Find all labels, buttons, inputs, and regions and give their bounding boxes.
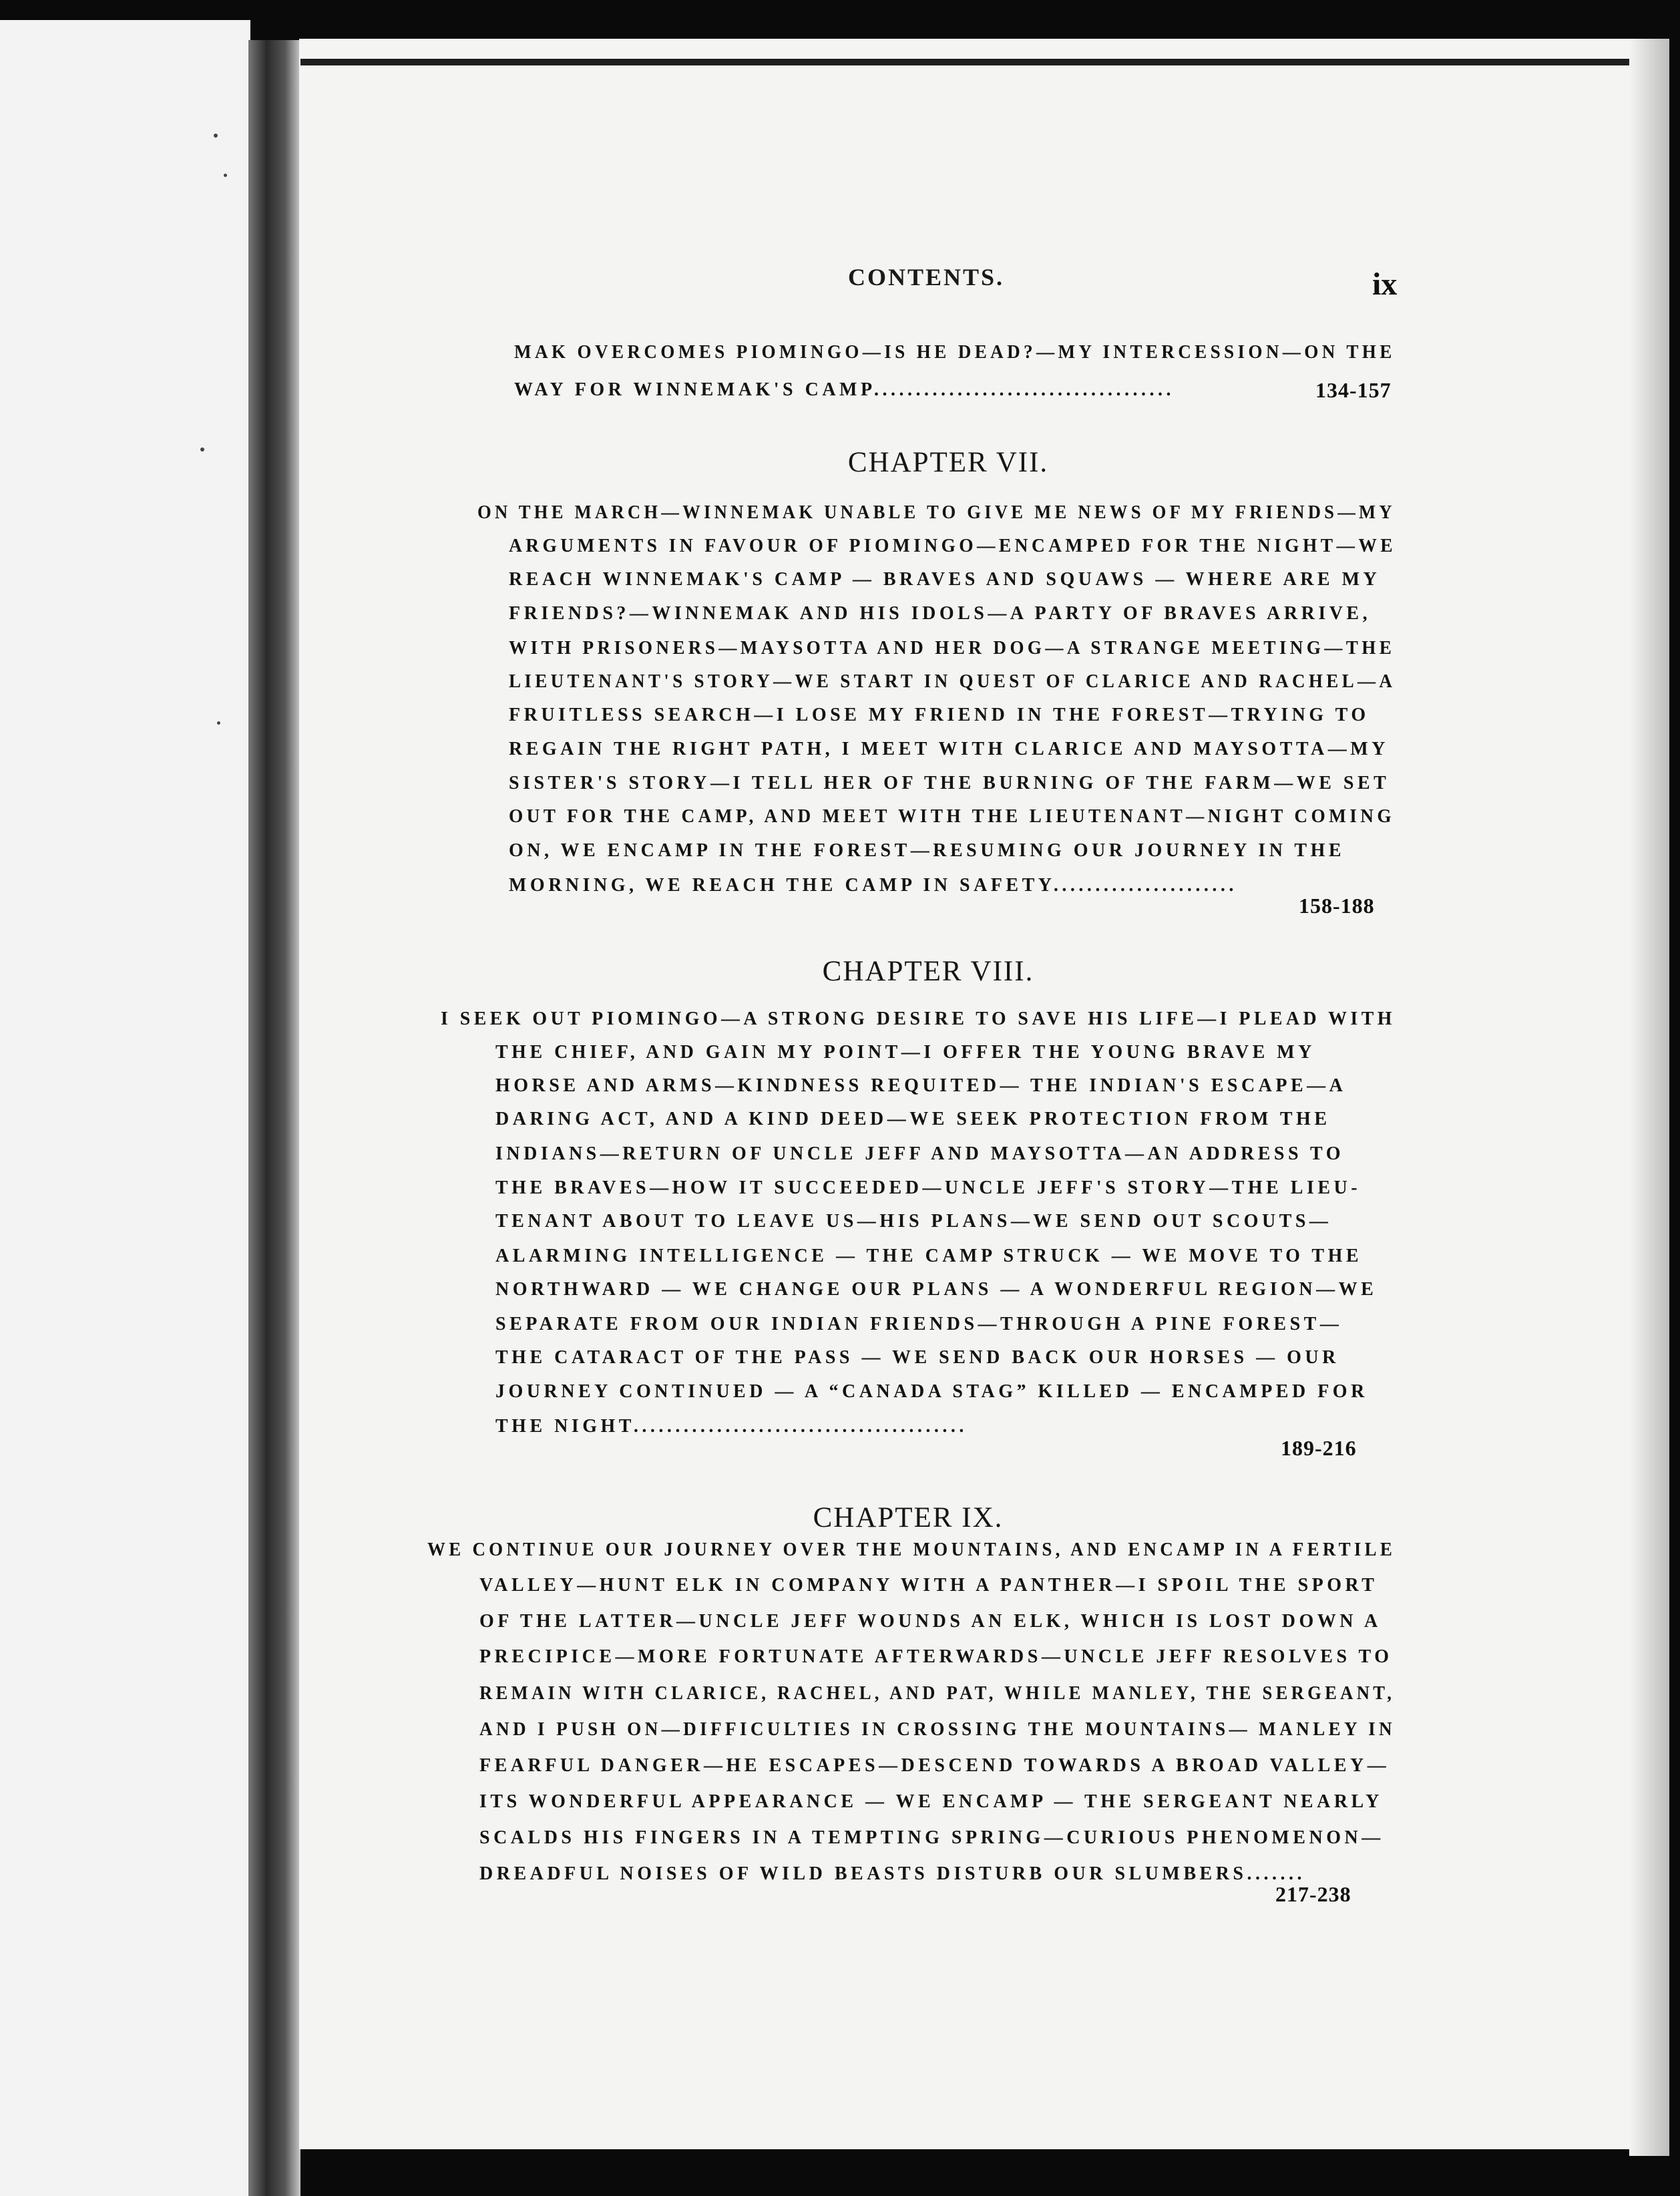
toc-line: THE CATARACT OF THE PASS — WE SEND BACK OUR HORSES — OUR [495,1347,1339,1368]
toc-line: OF THE LATTER—UNCLE JEFF WOUNDS AN ELK, WHICH IS LOST DOWN A [479,1611,1382,1632]
chapter-heading: CHAPTER VII. [847,447,1049,478]
running-header: CONTENTS. [848,264,1005,291]
toc-line: ARGUMENTS IN FAVOUR OF PIOMINGO—ENCAMPED FOR THE NIGHT—WE [509,536,1397,556]
toc-line: AND I PUSH ON—DIFFICULTIES IN CROSSING THE MOUNTAINS— MANLEY IN [479,1719,1396,1740]
chapter-heading: CHAPTER IX. [813,1502,1004,1533]
toc-line: THE NIGHT........................................ [495,1416,968,1437]
page-range: 217-238 [1275,1882,1351,1906]
toc-line: FRUITLESS SEARCH—I LOSE MY FRIEND IN THE FOREST—TRYING TO [509,705,1370,725]
toc-line: TENANT ABOUT TO LEAVE US—HIS PLANS—WE SEND OUT SCOUTS— [495,1211,1332,1232]
paper-speck [214,134,218,138]
book-gutter [248,40,300,2196]
toc-line: MORNING, WE REACH THE CAMP IN SAFETY...................... [509,875,1237,896]
page-number: ix [1372,266,1398,302]
toc-line: LIEUTENANT'S STORY—WE START IN QUEST OF CLARICE AND RACHEL—A [509,671,1396,692]
paper-speck [217,721,220,725]
toc-line: HORSE AND ARMS—KINDNESS REQUITED— THE INDIAN'S ESCAPE—A [495,1075,1347,1096]
toc-line: THE BRAVES—HOW IT SUCCEEDED—UNCLE JEFF'S STORY—THE LIEU- [495,1177,1361,1198]
page-range: 189-216 [1281,1436,1357,1460]
toc-line: REMAIN WITH CLARICE, RACHEL, AND PAT, WHILE MANLEY, THE SERGEANT, [479,1683,1396,1704]
toc-line: FRIENDS?—WINNEMAK AND HIS IDOLS—A PARTY OF BRAVES ARRIVE, [509,603,1372,624]
toc-line: ITS WONDERFUL APPEARANCE — WE ENCAMP — THE SERGEANT NEARLY [479,1791,1383,1812]
toc-line: DREADFUL NOISES OF WILD BEASTS DISTURB OUR SLUMBERS....... [479,1863,1305,1884]
page-range: 158-188 [1299,894,1375,918]
toc-line: THE CHIEF, AND GAIN MY POINT—I OFFER THE YOUNG BRAVE MY [495,1042,1315,1063]
toc-line: DARING ACT, AND A KIND DEED—WE SEEK PROTECTION FROM THE [495,1109,1331,1129]
toc-line: SISTER'S STORY—I TELL HER OF THE BURNING OF THE FARM—WE SET [509,773,1390,793]
toc-line: SEPARATE FROM OUR INDIAN FRIENDS—THROUGH A PINE FOREST— [495,1314,1343,1334]
facing-page-blank [0,20,250,2196]
page-edge-shadow [1629,39,1669,2156]
toc-line: I SEEK OUT PIOMINGO—A STRONG DESIRE TO SAVE HIS LIFE—I PLEAD WITH [441,1009,1396,1029]
toc-line: WE CONTINUE OUR JOURNEY OVER THE MOUNTAINS, AND ENCAMP IN A FERTILE [427,1539,1396,1560]
toc-line: PRECIPICE—MORE FORTUNATE AFTERWARDS—UNCLE JEFF RESOLVES TO [479,1646,1393,1667]
paper-speck [200,447,204,451]
toc-line: OUT FOR THE CAMP, AND MEET WITH THE LIEUTENANT—NIGHT COMING [509,806,1396,827]
toc-line: REACH WINNEMAK'S CAMP — BRAVES AND SQUAWS — WHERE ARE MY [509,569,1381,590]
toc-line: ON, WE ENCAMP IN THE FOREST—RESUMING OUR JOURNEY IN THE [509,840,1345,861]
toc-line: JOURNEY CONTINUED — A “CANADA STAG” KILLED — ENCAMPED FOR [495,1381,1368,1402]
toc-line: SCALDS HIS FINGERS IN A TEMPTING SPRING—CURIOUS PHENOMENON— [479,1827,1384,1848]
chapter-heading: CHAPTER VIII. [822,956,1034,987]
page-top-edge [300,59,1669,65]
toc-line: ALARMING INTELLIGENCE — THE CAMP STRUCK — WE MOVE TO THE [495,1246,1363,1266]
paper-speck [224,174,227,177]
toc-line: FEARFUL DANGER—HE ESCAPES—DESCEND TOWARDS A BROAD VALLEY— [479,1755,1390,1776]
toc-line: REGAIN THE RIGHT PATH, I MEET WITH CLARICE AND MAYSOTTA—MY [509,739,1389,759]
toc-line: WITH PRISONERS—MAYSOTTA AND HER DOG—A STRANGE MEETING—THE [509,638,1396,659]
toc-line: VALLEY—HUNT ELK IN COMPANY WITH A PANTHER—I SPOIL THE SPORT [479,1575,1378,1596]
toc-line: NORTHWARD — WE CHANGE OUR PLANS — A WONDERFUL REGION—WE [495,1279,1378,1300]
toc-line: MAK OVERCOMES PIOMINGO—IS HE DEAD?—MY INTERCESSION—ON THE [514,342,1396,363]
toc-line: ON THE MARCH—WINNEMAK UNABLE TO GIVE ME NEWS OF MY FRIENDS—MY [477,502,1396,523]
toc-line: WAY FOR WINNEMAK'S CAMP.................................... [514,379,1175,400]
page-range: 134-157 [1315,378,1392,402]
toc-line: INDIANS—RETURN OF UNCLE JEFF AND MAYSOTTA—AN ADDRESS TO [495,1143,1344,1164]
